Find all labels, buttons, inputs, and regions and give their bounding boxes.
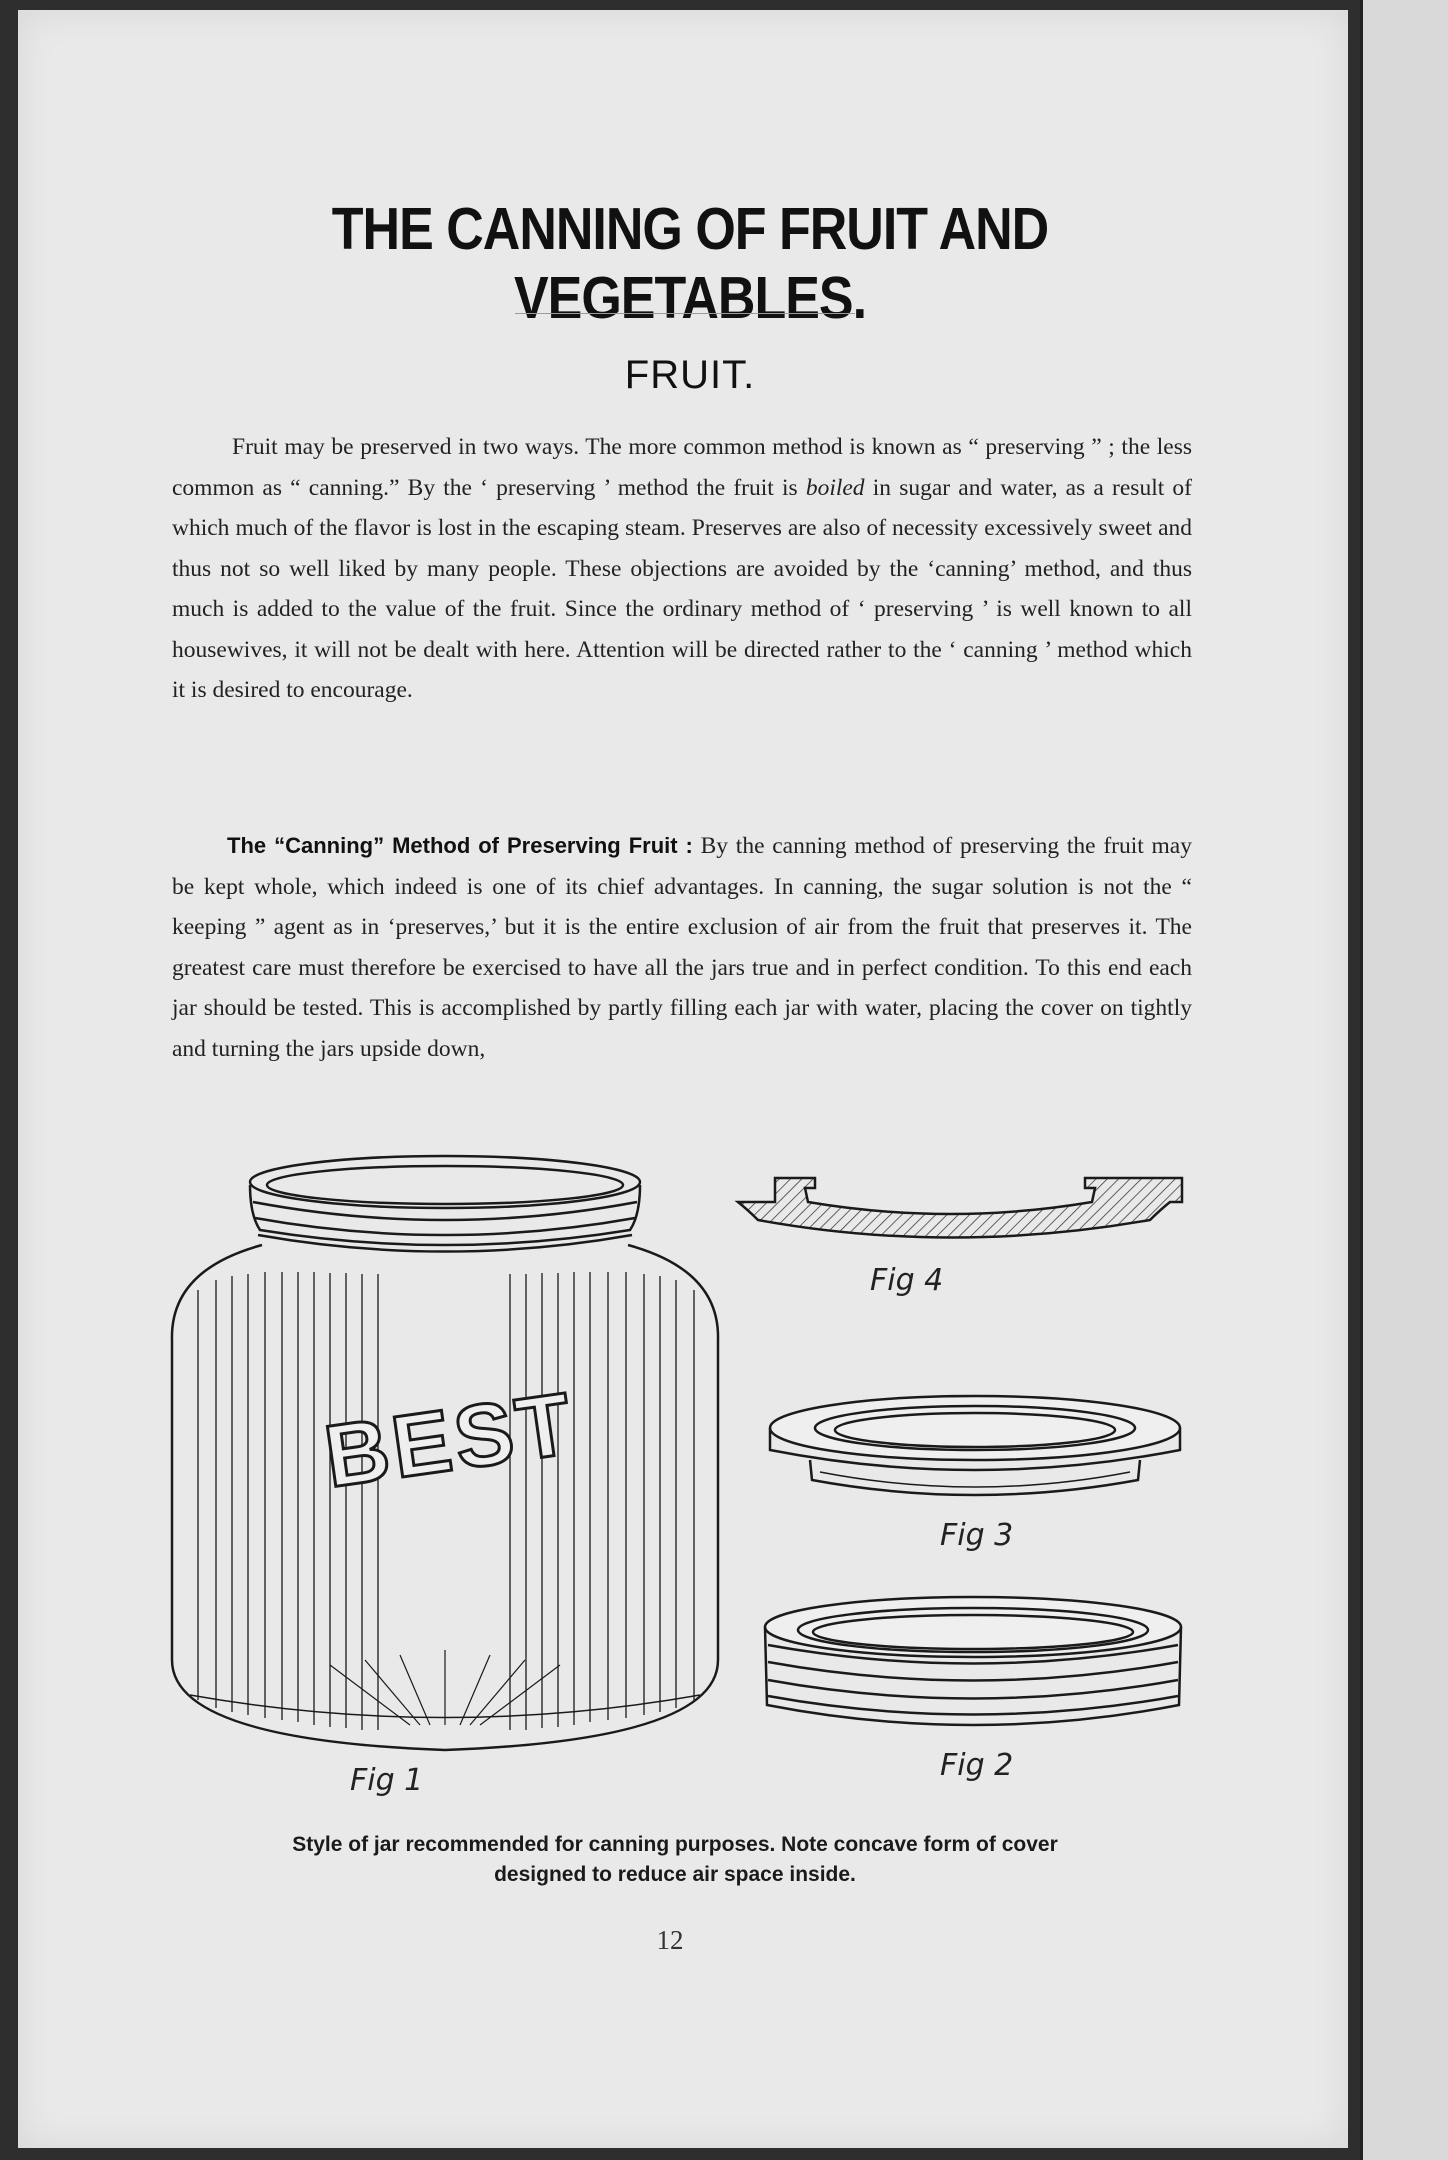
paragraph2-text: By the canning method of preserving the fruit may be kept whole, which indeed is one of its chief advantages. In canning, the sugar solution is not the “ keeping ” agent as in ‘preserves,’ but it is the entire exclusion of air from the fruit that preserves it. The greatest care must therefore be exercised to have all the jars true and in perfect condition. To this end each jar should be tested. This is accomplished by partly filling each jar with water, placing the cover on tightly and turning the jars upside down, (172, 833, 1192, 1062)
run-in-heading: The “Canning” Method of Preserving Fruit : (227, 833, 693, 858)
paragraph-preserving-methods (172, 427, 1192, 711)
caption-line-1: Style of jar recommended for canning purposes. Note concave form of cover (292, 1833, 1058, 1856)
paragraph-canning-method (172, 826, 1192, 1069)
figure-caption (180, 1830, 1170, 1890)
fig3-label: Fig 3 (940, 1518, 1014, 1553)
page-number: 12 (656, 1925, 684, 1955)
caption-line-2: designed to reduce air space inside. (494, 1863, 856, 1886)
fig3-glass-lid (770, 1396, 1180, 1495)
section-heading: FRUIT. (624, 353, 756, 397)
paragraph1-italic-word: boiled (805, 474, 865, 501)
fig4-cover-cross-section (738, 1178, 1182, 1238)
fig2-screw-band (765, 1597, 1181, 1725)
adjacent-page-edge (1360, 0, 1448, 2160)
jar-embossed-text: BEST (318, 1373, 581, 1506)
jar-illustration (150, 1140, 1200, 1800)
title-divider (515, 313, 855, 314)
paragraph1-text-a: Fruit may be preserved in two ways. The more common method is known as “ preserving ” ; the less common as “ canning.” By the ‘ preserving ’ method the fruit is (172, 434, 1192, 501)
paragraph1-text-b: in sugar and water, as a result of which much of the flavor is lost in the escaping steam. Preserves are also of necessity excessively sweet and thus not so well liked by many people. These objections are avoided by the ‘canning’ method, and thus much is added to the value of the fruit. Since the ordinary method of ‘ preserving ’ is well known to all housewives, it will not be dealt with here. Attention will be directed rather to the ‘ canning ’ method which it is desired to encourage. (172, 474, 1193, 703)
fig2-label: Fig 2 (940, 1748, 1014, 1783)
fig4-label: Fig 4 (870, 1263, 944, 1298)
fig1-label: Fig 1 (350, 1763, 424, 1798)
page-title: THE CANNING OF FRUIT AND VEGETABLES. (331, 196, 1049, 332)
jar-illustration-drawing (150, 1140, 1200, 1800)
